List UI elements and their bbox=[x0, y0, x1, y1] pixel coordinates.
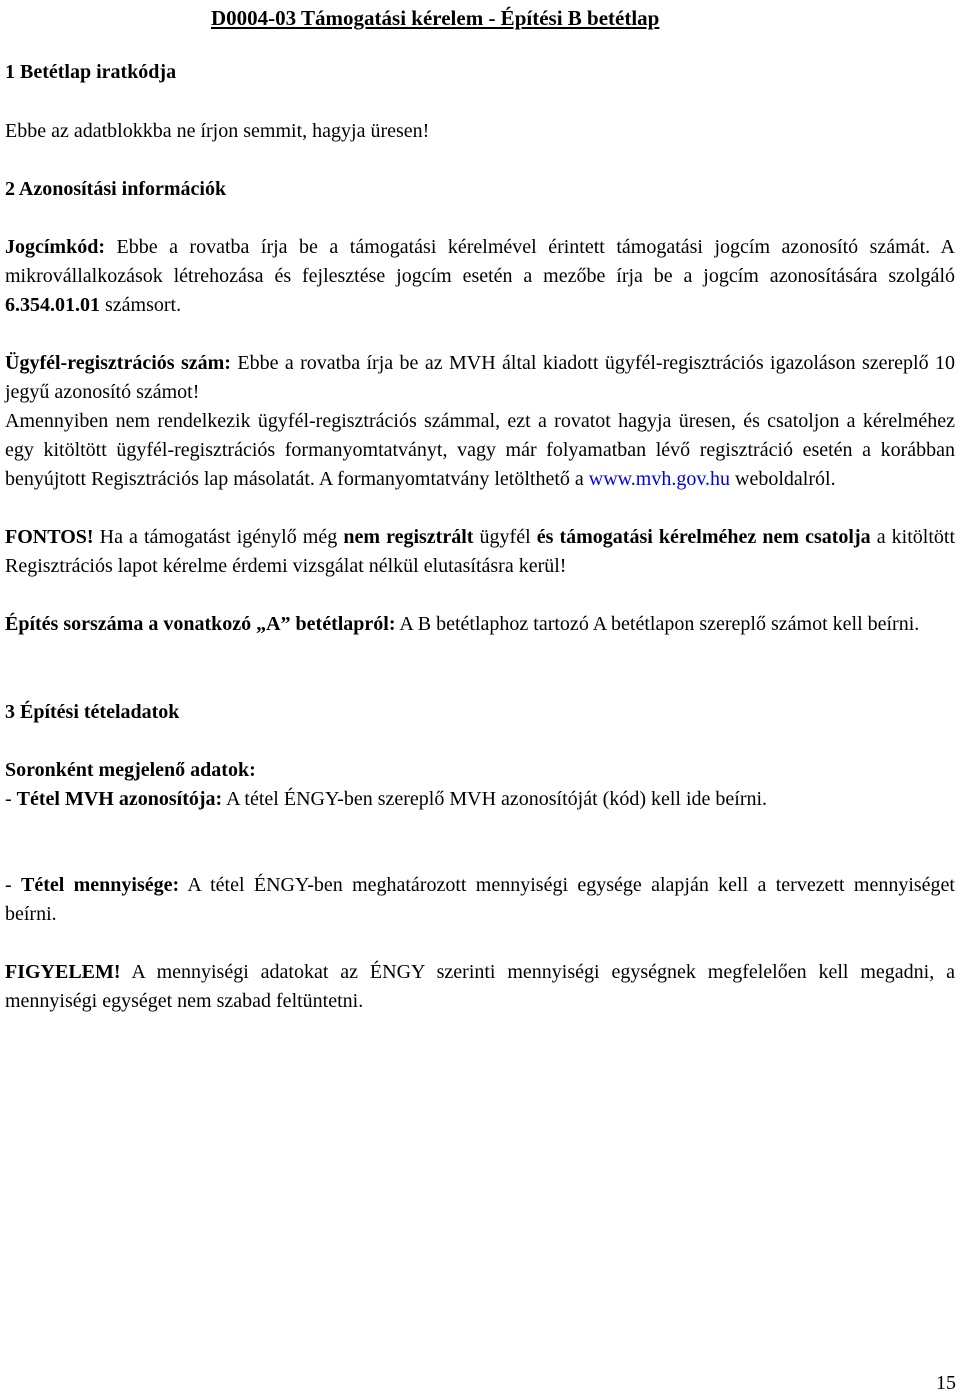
epites-label: Építés sorszáma a vonatkozó „A” betétlapról: bbox=[5, 613, 396, 635]
item-mvh-azonosito bbox=[5, 785, 955, 814]
jogcimkod-text-b: számsort. bbox=[100, 294, 182, 316]
ugyfel-label: Ügyfél-regisztrációs szám: bbox=[5, 352, 231, 374]
fontos-label: FONTOS! bbox=[5, 526, 94, 548]
item-1-dash: - bbox=[5, 788, 17, 810]
item-2-label: Tétel mennyisége: bbox=[21, 874, 180, 896]
epites-text: A B betétlaphoz tartozó A betétlapon szereplő számot kell beírni. bbox=[395, 613, 920, 635]
epites-paragraph bbox=[5, 610, 955, 639]
amennyiben-paragraph bbox=[5, 407, 955, 494]
ugyfel-text: Ebbe a rovatba írja be az MVH által kiadott ügyfél-regisztrációs igazoláson szereplő 10 jegyű azonosító számot! bbox=[5, 352, 956, 403]
fontos-bold-1: nem regisztrált bbox=[343, 526, 474, 548]
item-mennyiseg bbox=[5, 871, 955, 929]
item-2-text: A tétel ÉNGY-ben meghatározott mennyiségi egysége alapján kell a tervezett mennyiséget beírni. bbox=[5, 874, 955, 925]
fontos-text-1: Ha a támogatást igénylő még bbox=[93, 526, 344, 548]
jogcimkod-code: 6.354.01.01 bbox=[5, 294, 100, 316]
fontos-text-3: a kitöltött Regisztrációs lapot kérelme érdemi vizsgálat nélkül elutasításra kerül! bbox=[5, 526, 956, 577]
jogcimkod-paragraph bbox=[5, 233, 955, 320]
document-title: D0004-03 Támogatási kérelem - Építési B betétlap bbox=[211, 6, 660, 30]
jogcimkod-label: Jogcímkód: bbox=[5, 236, 105, 258]
amennyiben-text-a: Amennyiben nem rendelkezik ügyfél-regisztrációs számmal, ezt a rovatot hagyja üresen, és csatoljon a kérelméhez egy kitöltött ügyfél-regisztrációs formanyomtatványt, vagy már folyamatban lévő regisztráció esetén a korábban benyújtott Regisztrációs lap másolatát. A formanyomtatvány letölthető a bbox=[5, 410, 955, 490]
fontos-paragraph bbox=[5, 523, 955, 581]
fontos-text-2: ügyfél bbox=[473, 526, 537, 548]
amennyiben-text-b: weboldalról. bbox=[730, 468, 836, 490]
mvh-website-link[interactable]: www.mvh.gov.hu bbox=[588, 468, 731, 490]
section-1-heading: 1 Betétlap iratkódja bbox=[5, 61, 177, 83]
fontos-bold-2: és támogatási kérelméhez nem csatolja bbox=[536, 526, 871, 548]
ugyfel-paragraph bbox=[5, 349, 955, 407]
figyelem-paragraph bbox=[5, 958, 955, 1016]
section-3-heading: 3 Építési tételadatok bbox=[5, 701, 180, 723]
page-number: 15 bbox=[936, 1372, 956, 1394]
jogcimkod-text-a: Ebbe a rovatba írja be a támogatási kérelmével érintett támogatási jogcím azonosító számát. A mikrovállalkozások létrehozása és fejlesztése jogcím esetén a mezőbe írja be a jogcím azonosítására szolgáló bbox=[5, 236, 955, 287]
figyelem-label: FIGYELEM! bbox=[5, 961, 121, 983]
item-2-dash: - bbox=[5, 874, 21, 896]
section-2-heading: 2 Azonosítási információk bbox=[5, 178, 227, 200]
section-1-text: Ebbe az adatblokkba ne írjon semmit, hagyja üresen! bbox=[5, 120, 430, 142]
soronkent-heading: Soronként megjelenő adatok: bbox=[5, 759, 256, 781]
item-1-label: Tétel MVH azonosítója: bbox=[16, 788, 223, 810]
item-1-text: A tétel ÉNGY-ben szereplő MVH azonosítóját (kód) kell ide beírni. bbox=[222, 788, 768, 810]
figyelem-text: A mennyiségi adatokat az ÉNGY szerinti mennyiségi egységnek megfelelően kell megadni, a mennyiségi egységet nem szabad feltüntetni. bbox=[5, 961, 955, 1012]
